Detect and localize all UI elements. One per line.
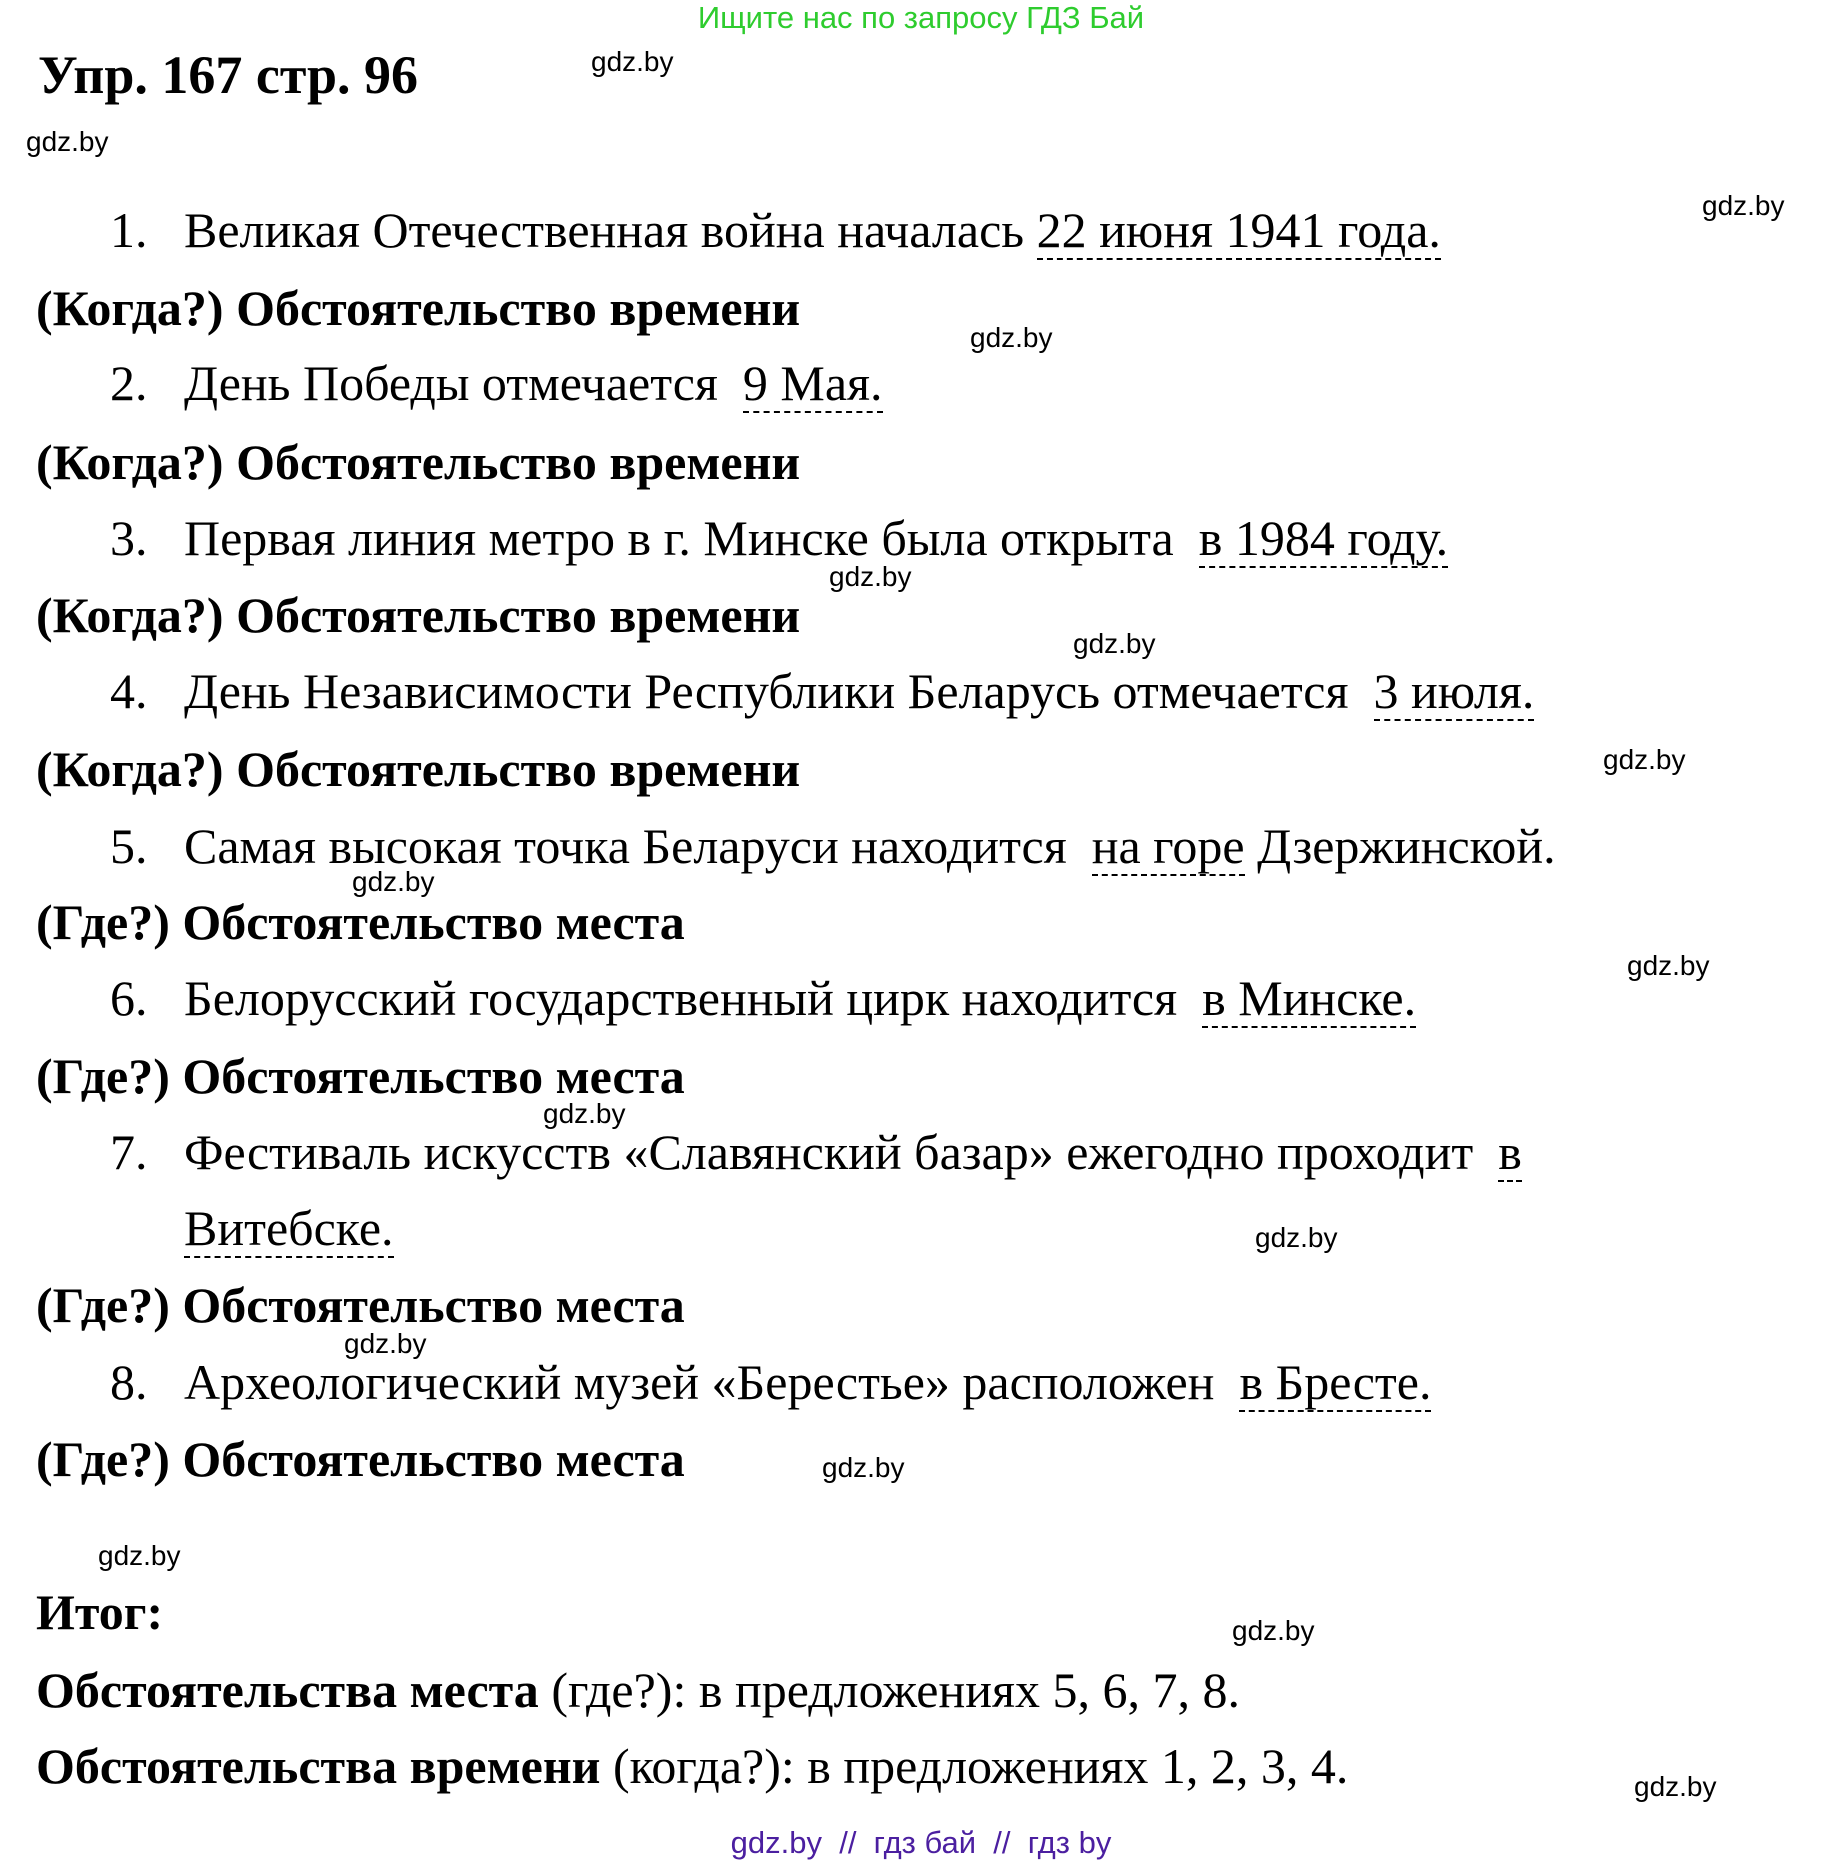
sentence — [184, 353, 883, 413]
answer: (Когда?) Обстоятельство времени — [36, 434, 801, 490]
sentence — [184, 1352, 1431, 1412]
answer: (Где?) Обстоятельство места — [36, 1048, 685, 1104]
watermark: gdz.by — [970, 322, 1053, 353]
summary-place — [36, 1660, 1240, 1720]
sentence-number: 2. — [110, 355, 148, 411]
answer: (Где?) Обстоятельство места — [36, 1277, 685, 1333]
sentence-text: День Независимости Республики Беларусь отмечается — [184, 663, 1374, 719]
watermark: gdz.by — [26, 126, 109, 157]
underlined-adverbial: на горе — [1091, 818, 1245, 874]
sentence-number: 4. — [110, 663, 148, 719]
sentence — [184, 968, 1416, 1028]
sentence — [184, 508, 1448, 568]
underlined-adverbial: в — [1498, 1124, 1522, 1180]
watermark: gdz.by — [352, 866, 435, 897]
watermark: gdz.by — [1627, 950, 1710, 981]
underlined-adverbial: 9 Мая. — [742, 355, 883, 411]
sentence-text: День Победы отмечается — [184, 355, 743, 411]
summary-time — [36, 1736, 1348, 1796]
sentence — [184, 1122, 1522, 1182]
watermark: gdz.by — [829, 561, 912, 592]
answer: (Когда?) Обстоятельство времени — [36, 280, 801, 336]
sentence-number: 5. — [110, 818, 148, 874]
watermark: gdz.by — [1603, 744, 1686, 775]
page-title: Упр. 167 стр. 96 — [38, 45, 419, 105]
watermark: gdz.by — [1073, 628, 1156, 659]
summary-time-label: Обстоятельства времени — [36, 1738, 601, 1794]
underlined-adverbial: 3 июля. — [1373, 663, 1535, 719]
sentence-text: Археологический музей «Берестье» расположен — [184, 1354, 1240, 1410]
sentence-text-end: Дзержинской. — [1244, 818, 1556, 874]
summary-time-text: (когда?): в предложениях 1, 2, 3, 4. — [600, 1738, 1349, 1794]
search-banner: Ищите нас по запросу ГДЗ Бай — [697, 0, 1145, 35]
sentence-text: Белорусский государственный цирк находится — [184, 970, 1203, 1026]
sentence-number: 7. — [110, 1124, 148, 1180]
underlined-adverbial: Витебске. — [184, 1200, 394, 1256]
sentence-number: 3. — [110, 510, 148, 566]
answer: (Когда?) Обстоятельство времени — [36, 741, 801, 797]
sentence-text: Первая линия метро в г. Минске была открыта — [184, 510, 1199, 566]
underlined-adverbial: в 1984 году. — [1198, 510, 1449, 566]
watermark: gdz.by — [591, 46, 674, 77]
watermark: gdz.by — [543, 1098, 626, 1129]
watermark: gdz.by — [1702, 190, 1785, 221]
sentence-text: Фестиваль искусств «Славянский базар» ежегодно проходит — [184, 1124, 1499, 1180]
sentence-number: 6. — [110, 970, 148, 1026]
sentence — [184, 661, 1534, 721]
watermark: gdz.by — [1232, 1615, 1315, 1646]
watermark: gdz.by — [1634, 1771, 1717, 1802]
answer: (Где?) Обстоятельство места — [36, 894, 685, 950]
sentence-number: 1. — [110, 202, 148, 258]
underlined-adverbial: в Бресте. — [1239, 1354, 1432, 1410]
watermark: gdz.by — [1255, 1222, 1338, 1253]
underlined-adverbial: в Минске. — [1202, 970, 1417, 1026]
summary-heading: Итог: — [36, 1584, 164, 1640]
sentence-continuation — [184, 1198, 394, 1258]
sentence-number: 8. — [110, 1354, 148, 1410]
watermark: gdz.by — [822, 1452, 905, 1483]
summary-place-label: Обстоятельства места — [36, 1662, 539, 1718]
sentence — [184, 200, 1441, 260]
sentence-text: Самая высокая точка Беларуси находится — [184, 818, 1092, 874]
footer-links: gdz.by // гдз бай // гдз by — [730, 1825, 1112, 1860]
watermark: gdz.by — [344, 1328, 427, 1359]
answer: (Когда?) Обстоятельство времени — [36, 587, 801, 643]
watermark: gdz.by — [98, 1540, 181, 1571]
answer: (Где?) Обстоятельство места — [36, 1431, 685, 1487]
sentence-text: Великая Отечественная война началась — [184, 202, 1037, 258]
underlined-adverbial: 22 июня 1941 года. — [1036, 202, 1441, 258]
summary-place-text: (где?): в предложениях 5, 6, 7, 8. — [538, 1662, 1240, 1718]
